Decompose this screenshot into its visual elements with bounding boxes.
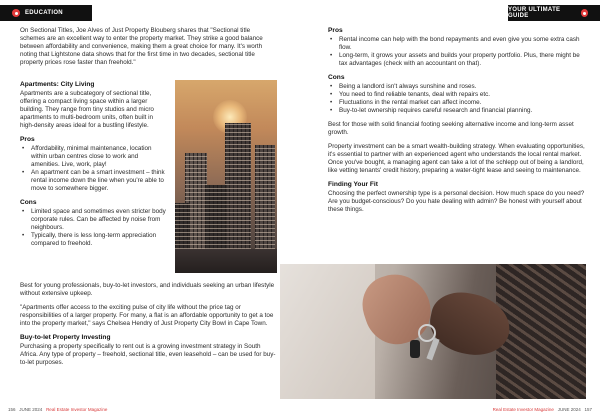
quote-paragraph: "Apartments offer access to the exciting pulse of city life without the price tag or responsibilities of a larger property. For many, a flat is an affordable opportunity to get a toe into the property market," says Chelsea Hendry of Just Property City Bowl in Cape Town. [20, 304, 274, 327]
list-item: • Rental income can help with the bond repayments and even give you some extra cash flow. [328, 36, 586, 52]
strategy-paragraph: Property investment can be a smart wealth-building strategy. When evaluating opportunities, it's essential to partner with an experienced agent who understands the local rental market. Once you've bought, a managing agent can take a lot of the schlepp out of being a landlord, like vetting tenants' credit history, preparing a water-tight lease and seeing to maintenance. [328, 143, 585, 174]
cons-list [20, 208, 168, 248]
list-item: • Fluctuations in the rental market can affect income. [328, 99, 586, 107]
bullet-dot-icon [581, 9, 588, 17]
intro-block [20, 27, 272, 73]
page-footer [8, 407, 107, 412]
sleeve [280, 264, 375, 399]
city-living-heading: Apartments: City Living [20, 81, 95, 88]
buy-to-let-heading: Buy-to-let Property Investing [20, 334, 111, 341]
cons-heading: Cons [328, 74, 345, 81]
section-header [508, 5, 600, 21]
list-item: • Being a landlord isn't always sunshine and roses. [328, 83, 586, 91]
right-column [328, 27, 586, 220]
ground [175, 249, 277, 273]
city-living-body: Apartments are a subcategory of sectional title, offering a compact living space within a larger building. They range from tiny studios and micro apartments to multi-bedroom units, often built in high-density areas ideal for a bustling lifestyle. [20, 90, 154, 129]
sleeve [496, 264, 586, 399]
section-header [0, 5, 92, 21]
bullet-dot-icon [12, 9, 20, 17]
list-item: • An apartment can be a smart investment – think rental income down the line when you're able to move to somewhere bigger. [20, 169, 168, 193]
magazine-name: Real Estate Investor Magazine [46, 407, 108, 412]
list-item: • Typically, there is less long-term appreciation compared to freehold. [20, 232, 168, 248]
issue-date: JUNE 2024 [557, 407, 581, 412]
finding-fit-body: Choosing the perfect ownership type is a personal decision. How much space do you need? Are you budget-conscious? Do you hate dealing with admin? Be honest with yourself about these things. [328, 190, 585, 213]
issue-date: JUNE 2024 [19, 407, 43, 412]
list-item: • Buy-to-let ownership requires careful research and financial planning. [328, 107, 586, 115]
pros-heading: Pros [20, 136, 35, 143]
page-number: 157 [584, 407, 592, 412]
finding-fit-heading: Finding Your Fit [328, 181, 378, 188]
best-for-paragraph: Best for those with solid financial footing seeking alternative income and long-term asset growth. [328, 121, 574, 136]
key-handover-photo [280, 264, 586, 399]
pros-list [328, 36, 586, 68]
pros-heading: Pros [328, 27, 343, 34]
magazine-name: Real Estate Investor Magazine [492, 407, 554, 412]
intro-paragraph: On Sectional Titles, Joe Alves of Just Property Blouberg shares that "Sectional title schemes are an excellent way to enter the property market. They strike a good balance between affordability and convenience, making them a great choice for many. It's worth noting that Lightstone data shows that for the first time in two decades, sectional title property prices rose faster than freehold." [20, 27, 263, 66]
section-title: YOUR ULTIMATE GUIDE [508, 7, 561, 19]
list-item: • You need to find reliable tenants, deal with repairs etc. [328, 91, 586, 99]
page-footer [493, 407, 592, 412]
cons-list [328, 83, 586, 115]
key-fob-icon [410, 340, 420, 358]
list-item: • Affordability, minimal maintenance, location within urban centres close to work and amenities. Live, work, play! [20, 145, 168, 169]
best-for-paragraph: Best for young professionals, buy-to-let investors, and individuals seeking an urban lifestyle without extensive upkeep. [20, 282, 275, 297]
page-number: 156 [8, 407, 16, 412]
list-item: • Limited space and sometimes even stricter body corporate rules. Can be affected by noise from neighbours. [20, 208, 168, 232]
buy-to-let-body: Purchasing a property specifically to rent out is a growing investment strategy in South Africa. Any type of property – freehold, sectional title, even leasehold – can be used for buy-to-let purposes. [20, 343, 276, 366]
apartment-buildings-photo [175, 80, 277, 273]
city-living-block [20, 81, 168, 254]
list-item: • Long-term, it grows your assets and builds your property portfolio. Plus, there might be tax advantages (check with an accountant on that). [328, 52, 586, 68]
section-title: EDUCATION [25, 10, 63, 16]
bottom-block [20, 282, 276, 373]
pros-list [20, 145, 168, 193]
cons-heading: Cons [20, 199, 37, 206]
